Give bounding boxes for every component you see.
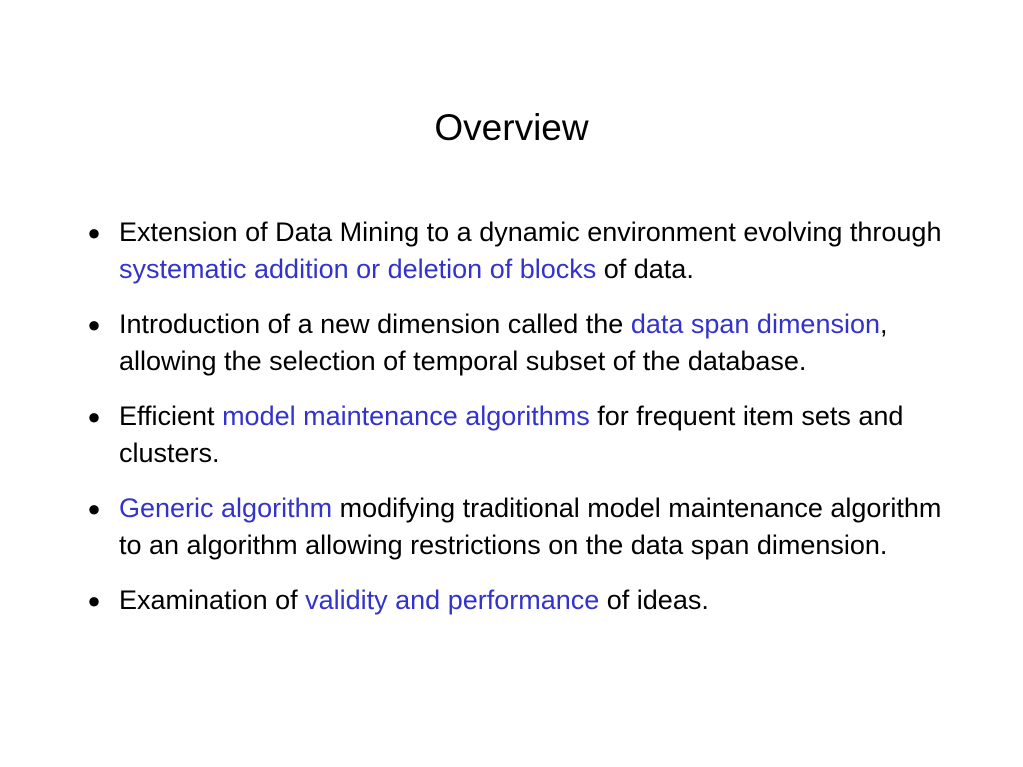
bullet-item xyxy=(84,306,964,380)
bullet-item xyxy=(84,490,964,564)
highlighted-phrase: model maintenance algorithms xyxy=(222,401,590,431)
bullet-dot-icon: ● xyxy=(87,404,101,429)
bullet-text: modifying traditional model maintenance algorithm to an algorithm allowing restrictions on the data span dimension. xyxy=(119,493,942,560)
bullet-text: for frequent item sets and clusters. xyxy=(119,401,904,468)
bullet-dot-icon: ● xyxy=(87,220,101,245)
bullet-item xyxy=(84,214,964,288)
bullet-text: of ideas. xyxy=(599,585,709,615)
bullet-dot-icon: ● xyxy=(87,588,101,613)
slide-title: Overview xyxy=(434,107,589,148)
bullet-text: , allowing the selection of temporal subset of the database. xyxy=(119,309,888,376)
bullet-text: Extension of Data Mining to a dynamic environment evolving through xyxy=(119,217,942,247)
bullet-text: Efficient xyxy=(119,401,223,431)
highlighted-phrase: validity and performance xyxy=(305,585,600,615)
highlighted-phrase: data span dimension xyxy=(630,309,880,339)
highlighted-phrase: systematic addition or deletion of blocks xyxy=(119,254,597,284)
bullet-text: of data. xyxy=(596,254,694,284)
bullet-dot-icon: ● xyxy=(87,312,101,337)
bullet-text: Examination of xyxy=(119,585,306,615)
bullet-item xyxy=(84,582,964,619)
bullet-text: Introduction of a new dimension called the xyxy=(119,309,631,339)
bullet-item xyxy=(84,398,964,472)
bullet-dot-icon: ● xyxy=(87,496,101,521)
highlighted-phrase: Generic algorithm xyxy=(119,493,333,523)
bullet-list xyxy=(84,214,964,637)
